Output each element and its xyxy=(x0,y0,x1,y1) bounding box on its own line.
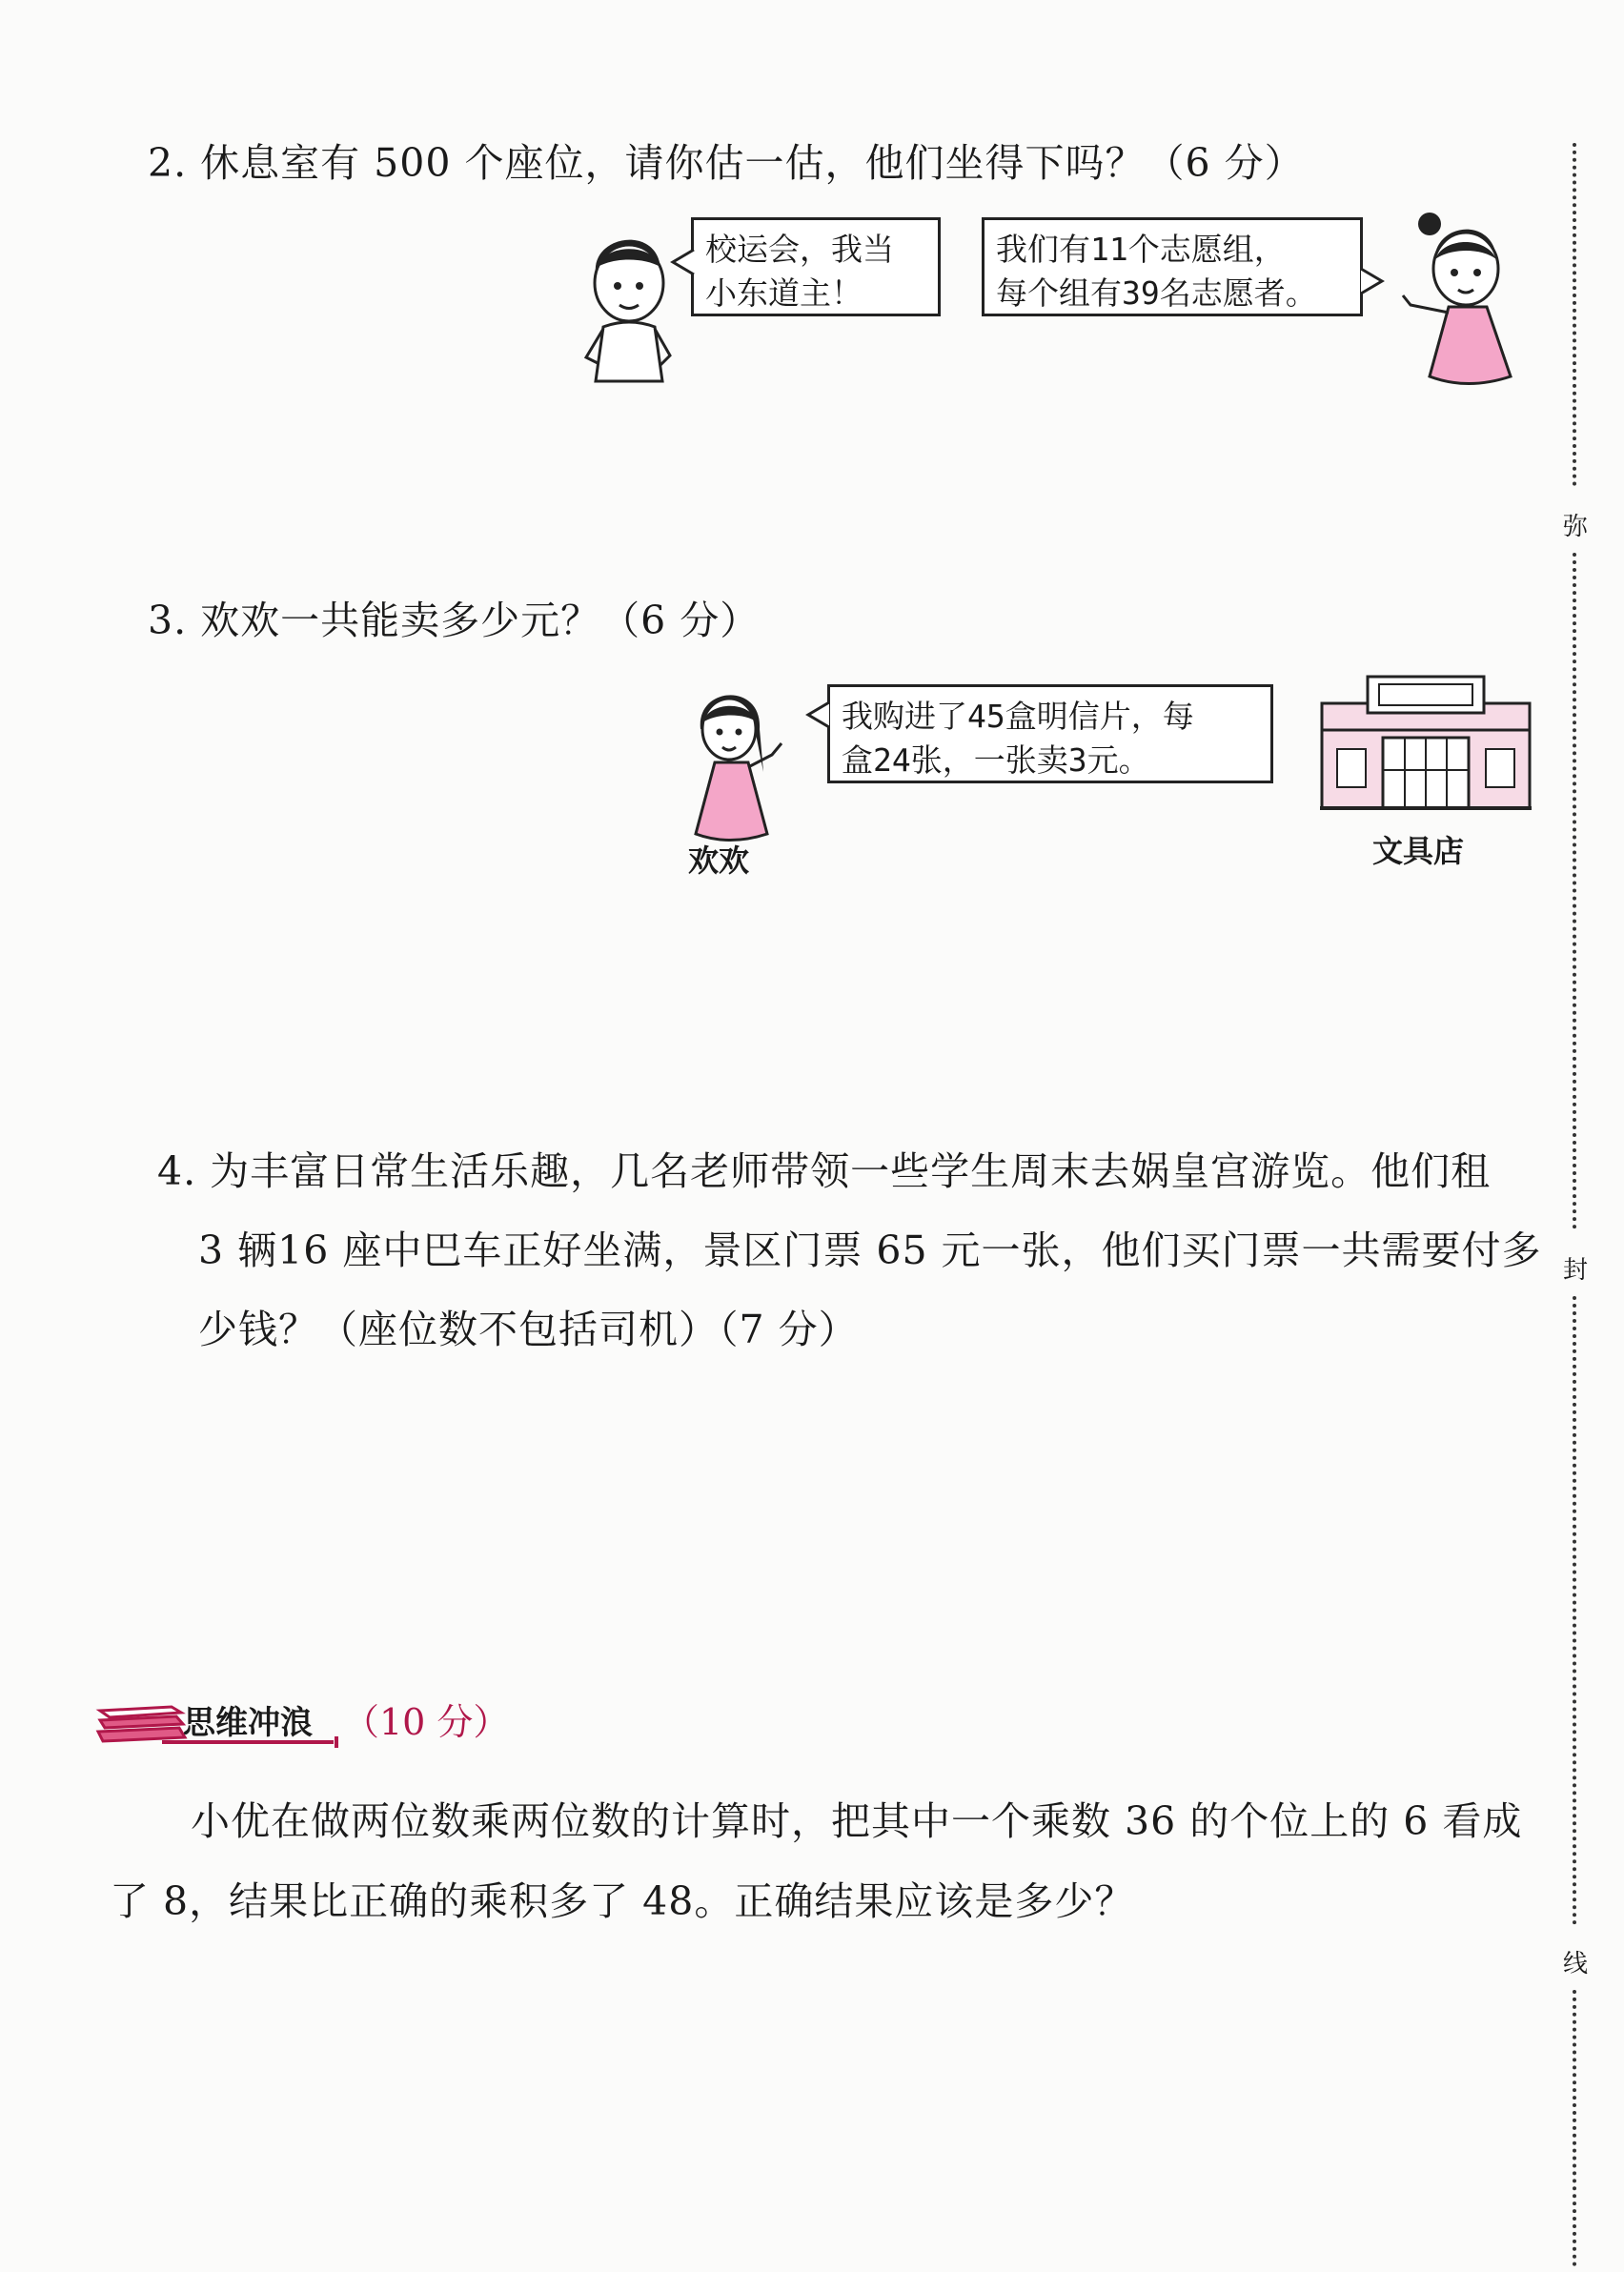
girl-bubble-line-1: 我们有11个志愿组， xyxy=(996,231,1286,268)
huanhuan-girl-icon xyxy=(681,677,786,848)
section-title-underline xyxy=(162,1736,343,1748)
binding-dotted-line-2 xyxy=(1573,553,1576,1229)
boy-speech-bubble xyxy=(691,217,941,316)
question-4-line-1: 4. 为丰富日常生活乐趣，几名老师带领一些学生周末去娲皇宫游览。他们租 xyxy=(157,1148,1492,1194)
shop-caption: 文具店 xyxy=(1372,833,1465,869)
section-score: （10 分） xyxy=(343,1701,510,1743)
boy-figure-icon xyxy=(577,214,681,391)
boy-bubble-tail xyxy=(671,248,694,276)
girl-figure-icon xyxy=(1391,200,1544,391)
question-3-text: 3. 欢欢一共能卖多少元？（6 分） xyxy=(148,598,761,643)
huanhuan-speech-bubble xyxy=(827,684,1273,783)
huanhuan-bubble-line-1: 我购进了45盒明信片，每 xyxy=(842,698,1194,735)
stationery-shop-icon xyxy=(1320,675,1532,813)
girl-bubble-line-2: 每个组有39名志愿者。 xyxy=(996,274,1317,312)
section-title: 思维冲浪 xyxy=(183,1704,313,1742)
question-4-line-2: 3 辆16 座中巴车正好坐满，景区门票 65 元一张，他们买门票一共需要付多 xyxy=(198,1227,1542,1273)
section-question-line-2: 了 8，结果比正确的乘积多了 48。正确结果应该是多少？ xyxy=(110,1878,1135,1924)
huanhuan-bubble-tail xyxy=(806,700,829,729)
margin-char-mi: 弥 xyxy=(1563,513,1589,541)
binding-dotted-line-3 xyxy=(1573,1296,1576,1925)
huanhuan-caption: 欢欢 xyxy=(688,842,750,879)
girl-speech-bubble xyxy=(982,217,1363,316)
margin-char-feng: 封 xyxy=(1563,1256,1589,1285)
girl-bubble-tail xyxy=(1361,267,1384,295)
question-2-text: 2. 休息室有 500 个座位，请你估一估，他们坐得下吗？（6 分） xyxy=(148,140,1305,186)
binding-dotted-line-4 xyxy=(1573,1990,1576,2266)
binding-dotted-line-1 xyxy=(1573,143,1576,486)
boy-bubble-line-1: 校运会，我当 xyxy=(705,231,894,268)
huanhuan-bubble-line-2: 盒24张，一张卖3元。 xyxy=(842,741,1150,779)
boy-bubble-line-2: 小东道主！ xyxy=(705,274,863,312)
question-4-line-3: 少钱？（座位数不包括司机）（7 分） xyxy=(198,1307,859,1352)
margin-char-xian: 线 xyxy=(1563,1950,1589,1978)
section-question-line-1: 小优在做两位数乘两位数的计算时，把其中一个乘数 36 的个位上的 6 看成 xyxy=(191,1798,1523,1844)
